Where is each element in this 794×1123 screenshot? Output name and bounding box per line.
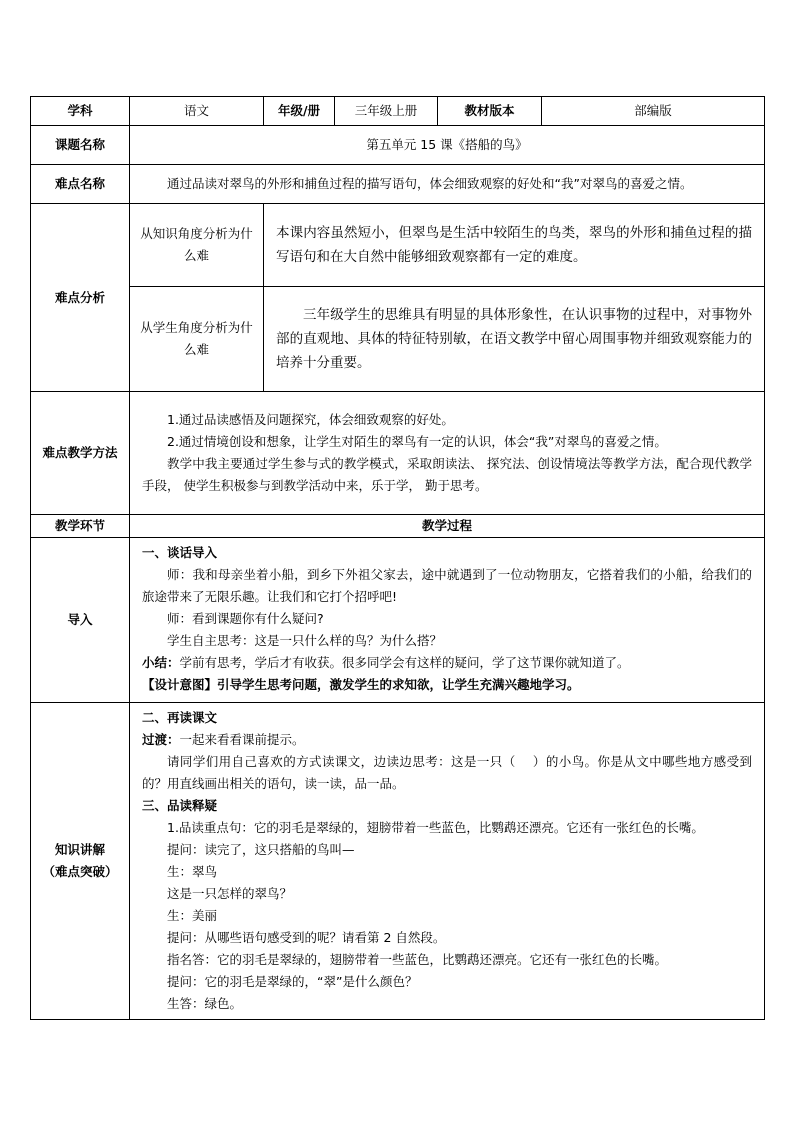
knowledge-label-cell	[31, 703, 130, 1020]
knowledge-angle-text: 本课内容虽然短小，但翠鸟是生活中较陌生的鸟类，翠鸟的外形和捕鱼过程的描写语句和在大自然中能够细致观察都有一定的难度。	[276, 225, 752, 265]
student-angle-cell	[264, 287, 765, 392]
method-line-2: 2.通过情境创设和想象，让学生对陌生的翠鸟有一定的认识，体会“我”对翠鸟的喜爱之情。	[167, 434, 667, 449]
difficulty-label: 难点名称	[31, 165, 130, 204]
knowledge-p5: 这是一只怎样的翠鸟？	[167, 886, 293, 901]
grade-value: 三年级上册	[335, 97, 438, 126]
knowledge-p9: 提问：它的羽毛是翠绿的，“翠”是什么颜色？	[167, 974, 418, 989]
analysis-student-row	[31, 287, 765, 392]
analysis-label: 难点分析	[31, 204, 130, 392]
lesson-plan-table	[30, 96, 765, 1020]
intro-cell	[130, 538, 765, 703]
knowledge-p7: 提问：从哪些语句感受到的呢？请看第 2 自然段。	[167, 930, 446, 945]
subject-value: 语文	[130, 97, 264, 126]
knowledge-cell	[130, 703, 765, 1020]
knowledge-p3: 提问：读完了，这只搭船的鸟叫—	[167, 842, 355, 857]
edition-value: 部编版	[542, 97, 765, 126]
knowledge-angle-cell	[264, 204, 765, 287]
intro-title: 一、谈话导入	[142, 545, 218, 560]
transition-label: 过渡：	[142, 732, 180, 747]
process-header: 教学过程	[130, 515, 765, 538]
summary-label: 小结：	[142, 655, 180, 670]
knowledge-p2: 1.品读重点句：它的羽毛是翠绿的，翅膀带着一些蓝色，比鹦鹉还漂亮。它还有一张红色的长嘴。	[167, 820, 704, 835]
intro-label: 导入	[31, 538, 130, 703]
knowledge-p1: 请同学们用自己喜欢的方式读课文，边读边思考：这是一只（ ）的小鸟。你是从文中哪些地方感受到的？用直线画出相关的语句，读一读，品一品。	[142, 754, 752, 791]
design-intent: 【设计意图】引导学生思考问题，激发学生的求知欲，让学生充满兴趣地学习。	[142, 677, 580, 692]
summary-text: 学前有思考，学后才有收获。很多同学会有这样的疑问，学了这节课你就知道了。	[179, 655, 630, 670]
intro-p1: 师：我和母亲坐着小船，到乡下外祖父家去，途中就遇到了一位动物朋友，它搭着我们的小船，给我们的旅途带来了无限乐趣。让我们和它打个招呼吧!	[142, 567, 752, 604]
lesson-label: 课题名称	[31, 126, 130, 165]
grade-label: 年级/册	[264, 97, 335, 126]
intro-summary	[136, 652, 758, 674]
lesson-value: 第五单元 15 课《搭船的鸟》	[130, 126, 765, 165]
knowledge-p10: 生答：绿色。	[167, 996, 243, 1011]
stage-header: 教学环节	[31, 515, 130, 538]
intro-row	[31, 538, 765, 703]
edition-label: 教材版本	[438, 97, 542, 126]
knowledge-row	[31, 703, 765, 1020]
knowledge-title3: 三、品读释疑	[142, 798, 218, 813]
difficulty-text: 通过品读对翠鸟的外形和捕鱼过程的描写语句，体会细致观察的好处和“我”对翠鸟的喜爱之情。	[167, 176, 693, 191]
method-row	[31, 392, 765, 515]
lesson-row	[31, 126, 765, 165]
intro-p2: 师：看到课题你有什么疑问?	[167, 611, 324, 626]
student-angle-label: 从学生角度分析为什么难	[130, 287, 264, 392]
intro-p3: 学生自主思考：这是一只什么样的鸟？为什么搭？	[167, 633, 443, 648]
knowledge-sublabel: （难点突破）	[42, 864, 118, 879]
header-row	[31, 97, 765, 126]
transition-text: 一起来看看课前提示。	[179, 732, 305, 747]
method-line-1: 1.通过品读感悟及问题探究，体会细致观察的好处。	[167, 412, 454, 427]
subject-label: 学科	[31, 97, 130, 126]
knowledge-title2: 二、再读课文	[142, 710, 218, 725]
knowledge-p8: 指名答：它的羽毛是翠绿的，翅膀带着一些蓝色，比鹦鹉还漂亮。它还有一张红色的长嘴。	[167, 952, 668, 967]
knowledge-angle-label: 从知识角度分析为什么难	[130, 204, 264, 287]
knowledge-p6: 生：美丽	[167, 908, 218, 923]
method-cell	[130, 392, 765, 515]
knowledge-label: 知识讲解	[54, 842, 105, 857]
knowledge-transition	[136, 729, 758, 751]
method-label: 难点教学方法	[31, 392, 130, 515]
difficulty-value	[130, 165, 765, 204]
knowledge-p4: 生：翠鸟	[167, 864, 218, 879]
analysis-knowledge-row	[31, 204, 765, 287]
difficulty-row	[31, 165, 765, 204]
process-header-row	[31, 515, 765, 538]
method-line-3: 教学中我主要通过学生参与式的教学模式，采取朗读法、 探究法、创设情境法等教学方法，配合现代教学手段， 使学生积极参与到教学活动中来，乐于学， 勤于思考。	[142, 456, 752, 493]
student-angle-text: 三年级学生的思维具有明显的具体形象性，在认识事物的过程中，对事物外部的直观地、具体的特征特别敏，在语文教学中留心周围事物并细致观察能力的培养十分重要。	[276, 307, 752, 371]
